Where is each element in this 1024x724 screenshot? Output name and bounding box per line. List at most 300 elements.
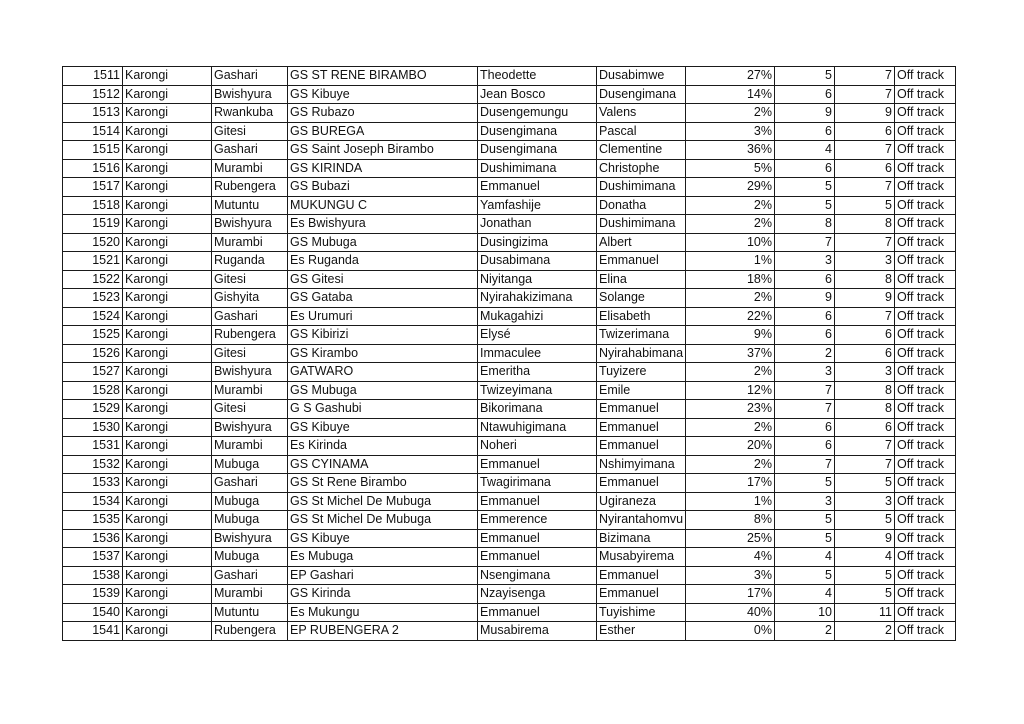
table-row [63,455,956,474]
sector-cell: Gashari [212,307,288,326]
score-a-cell: 9 [775,104,835,123]
last-name-cell: Ugiraneza [597,492,686,511]
score-b-cell: 6 [835,418,895,437]
status-cell: Off track [895,622,956,641]
status-cell: Off track [895,215,956,234]
district-cell: Karongi [123,622,212,641]
score-b-cell: 7 [835,67,895,86]
percent-cell: 36% [686,141,775,160]
table-row [63,363,956,382]
first-name-cell: Dusengimana [478,122,597,141]
score-b-cell: 8 [835,270,895,289]
last-name-cell: Tuyizere [597,363,686,382]
first-name-cell: Theodette [478,67,597,86]
percent-cell: 2% [686,455,775,474]
first-name-cell: Jonathan [478,215,597,234]
table-row [63,622,956,641]
percent-cell: 2% [686,104,775,123]
status-cell: Off track [895,566,956,585]
status-cell: Off track [895,326,956,345]
school-cell: MUKUNGU C [288,196,478,215]
row-id-cell: 1524 [63,307,123,326]
status-cell: Off track [895,381,956,400]
school-cell: GS Kirinda [288,585,478,604]
sector-cell: Mutuntu [212,603,288,622]
percent-cell: 2% [686,418,775,437]
row-id-cell: 1528 [63,381,123,400]
score-b-cell: 7 [835,233,895,252]
percent-cell: 37% [686,344,775,363]
score-a-cell: 4 [775,585,835,604]
sector-cell: Murambi [212,437,288,456]
district-cell: Karongi [123,548,212,567]
row-id-cell: 1540 [63,603,123,622]
table-row [63,492,956,511]
school-cell: GS St Rene Birambo [288,474,478,493]
sector-cell: Mubuga [212,492,288,511]
district-cell: Karongi [123,326,212,345]
district-cell: Karongi [123,215,212,234]
table-row [63,548,956,567]
last-name-cell: Valens [597,104,686,123]
first-name-cell: Dushimimana [478,159,597,178]
table-row [63,159,956,178]
score-a-cell: 6 [775,326,835,345]
score-b-cell: 4 [835,548,895,567]
score-a-cell: 3 [775,363,835,382]
percent-cell: 3% [686,566,775,585]
row-id-cell: 1518 [63,196,123,215]
first-name-cell: Musabirema [478,622,597,641]
sector-cell: Bwishyura [212,418,288,437]
school-cell: EP Gashari [288,566,478,585]
score-b-cell: 11 [835,603,895,622]
percent-cell: 14% [686,85,775,104]
row-id-cell: 1517 [63,178,123,197]
percent-cell: 3% [686,122,775,141]
last-name-cell: Nyirahabimana [597,344,686,363]
score-b-cell: 8 [835,215,895,234]
row-id-cell: 1541 [63,622,123,641]
row-id-cell: 1530 [63,418,123,437]
last-name-cell: Esther [597,622,686,641]
last-name-cell: Emmanuel [597,400,686,419]
school-cell: GS Kibuye [288,529,478,548]
sector-cell: Mubuga [212,455,288,474]
row-id-cell: 1539 [63,585,123,604]
last-name-cell: Solange [597,289,686,308]
score-a-cell: 5 [775,511,835,530]
sector-cell: Rubengera [212,326,288,345]
score-a-cell: 5 [775,474,835,493]
score-a-cell: 8 [775,215,835,234]
status-cell: Off track [895,67,956,86]
score-b-cell: 5 [835,474,895,493]
row-id-cell: 1520 [63,233,123,252]
status-cell: Off track [895,307,956,326]
district-cell: Karongi [123,67,212,86]
sector-cell: Gitesi [212,122,288,141]
district-cell: Karongi [123,492,212,511]
school-cell: GATWARO [288,363,478,382]
first-name-cell: Emmerence [478,511,597,530]
table-row [63,104,956,123]
percent-cell: 1% [686,252,775,271]
sector-cell: Ruganda [212,252,288,271]
status-cell: Off track [895,233,956,252]
score-a-cell: 5 [775,529,835,548]
score-b-cell: 7 [835,178,895,197]
table-row [63,400,956,419]
score-a-cell: 2 [775,622,835,641]
percent-cell: 20% [686,437,775,456]
table-row [63,381,956,400]
percent-cell: 2% [686,363,775,382]
score-a-cell: 6 [775,159,835,178]
last-name-cell: Dushimimana [597,215,686,234]
district-cell: Karongi [123,307,212,326]
score-a-cell: 3 [775,252,835,271]
percent-cell: 0% [686,622,775,641]
score-a-cell: 6 [775,122,835,141]
table-row [63,585,956,604]
school-cell: Es Bwishyura [288,215,478,234]
sector-cell: Gashari [212,566,288,585]
percent-cell: 5% [686,159,775,178]
last-name-cell: Musabyirema [597,548,686,567]
table-row [63,252,956,271]
sector-cell: Bwishyura [212,529,288,548]
score-a-cell: 7 [775,381,835,400]
percent-cell: 22% [686,307,775,326]
row-id-cell: 1532 [63,455,123,474]
score-b-cell: 9 [835,529,895,548]
first-name-cell: Twizeyimana [478,381,597,400]
status-cell: Off track [895,529,956,548]
status-cell: Off track [895,585,956,604]
score-b-cell: 8 [835,381,895,400]
score-a-cell: 5 [775,178,835,197]
score-a-cell: 5 [775,566,835,585]
sector-cell: Gishyita [212,289,288,308]
percent-cell: 8% [686,511,775,530]
status-cell: Off track [895,474,956,493]
last-name-cell: Emmanuel [597,474,686,493]
percent-cell: 17% [686,585,775,604]
first-name-cell: Noheri [478,437,597,456]
percent-cell: 2% [686,289,775,308]
last-name-cell: Pascal [597,122,686,141]
score-a-cell: 7 [775,400,835,419]
score-b-cell: 9 [835,289,895,308]
status-cell: Off track [895,363,956,382]
percent-cell: 25% [686,529,775,548]
last-name-cell: Emile [597,381,686,400]
first-name-cell: Immaculee [478,344,597,363]
first-name-cell: Emmanuel [478,603,597,622]
first-name-cell: Dusabimana [478,252,597,271]
percent-cell: 27% [686,67,775,86]
district-cell: Karongi [123,270,212,289]
table-row [63,603,956,622]
district-cell: Karongi [123,363,212,382]
row-id-cell: 1526 [63,344,123,363]
sector-cell: Gashari [212,141,288,160]
table-row [63,437,956,456]
last-name-cell: Albert [597,233,686,252]
table-row [63,289,956,308]
score-a-cell: 9 [775,289,835,308]
school-cell: Es Urumuri [288,307,478,326]
table-row [63,141,956,160]
score-a-cell: 6 [775,437,835,456]
score-b-cell: 7 [835,307,895,326]
last-name-cell: Dusabimwe [597,67,686,86]
score-b-cell: 6 [835,122,895,141]
row-id-cell: 1513 [63,104,123,123]
last-name-cell: Emmanuel [597,585,686,604]
school-cell: Es Mubuga [288,548,478,567]
row-id-cell: 1523 [63,289,123,308]
score-b-cell: 7 [835,141,895,160]
table-row [63,196,956,215]
first-name-cell: Emmanuel [478,178,597,197]
school-cell: GS KIRINDA [288,159,478,178]
score-b-cell: 3 [835,492,895,511]
row-id-cell: 1525 [63,326,123,345]
row-id-cell: 1534 [63,492,123,511]
first-name-cell: Nzayisenga [478,585,597,604]
last-name-cell: Twizerimana [597,326,686,345]
score-a-cell: 4 [775,141,835,160]
first-name-cell: Jean Bosco [478,85,597,104]
data-table [62,66,956,641]
first-name-cell: Elysé [478,326,597,345]
school-cell: EP RUBENGERA 2 [288,622,478,641]
status-cell: Off track [895,418,956,437]
table-row [63,474,956,493]
row-id-cell: 1519 [63,215,123,234]
district-cell: Karongi [123,437,212,456]
first-name-cell: Emmanuel [478,548,597,567]
score-b-cell: 5 [835,196,895,215]
school-cell: GS St Michel De Mubuga [288,492,478,511]
row-id-cell: 1511 [63,67,123,86]
row-id-cell: 1514 [63,122,123,141]
status-cell: Off track [895,196,956,215]
first-name-cell: Yamfashije [478,196,597,215]
row-id-cell: 1536 [63,529,123,548]
score-a-cell: 2 [775,344,835,363]
percent-cell: 40% [686,603,775,622]
last-name-cell: Emmanuel [597,252,686,271]
last-name-cell: Tuyishime [597,603,686,622]
first-name-cell: Nsengimana [478,566,597,585]
row-id-cell: 1515 [63,141,123,160]
table-row [63,511,956,530]
district-cell: Karongi [123,418,212,437]
status-cell: Off track [895,104,956,123]
score-b-cell: 3 [835,252,895,271]
score-b-cell: 2 [835,622,895,641]
sector-cell: Gitesi [212,400,288,419]
percent-cell: 1% [686,492,775,511]
table-row [63,344,956,363]
school-cell: Es Mukungu [288,603,478,622]
score-a-cell: 6 [775,85,835,104]
sector-cell: Gashari [212,67,288,86]
score-b-cell: 6 [835,344,895,363]
district-cell: Karongi [123,85,212,104]
table-row [63,418,956,437]
district-cell: Karongi [123,104,212,123]
school-cell: GS Kibuye [288,418,478,437]
row-id-cell: 1538 [63,566,123,585]
score-b-cell: 7 [835,85,895,104]
score-a-cell: 10 [775,603,835,622]
table-row [63,122,956,141]
district-cell: Karongi [123,585,212,604]
percent-cell: 9% [686,326,775,345]
district-cell: Karongi [123,122,212,141]
table-row [63,326,956,345]
status-cell: Off track [895,344,956,363]
row-id-cell: 1535 [63,511,123,530]
school-cell: GS Gitesi [288,270,478,289]
row-id-cell: 1537 [63,548,123,567]
district-cell: Karongi [123,511,212,530]
district-cell: Karongi [123,159,212,178]
sector-cell: Mubuga [212,511,288,530]
percent-cell: 23% [686,400,775,419]
status-cell: Off track [895,141,956,160]
row-id-cell: 1533 [63,474,123,493]
first-name-cell: Bikorimana [478,400,597,419]
status-cell: Off track [895,159,956,178]
district-cell: Karongi [123,400,212,419]
sector-cell: Murambi [212,159,288,178]
score-a-cell: 3 [775,492,835,511]
row-id-cell: 1529 [63,400,123,419]
school-cell: GS Saint Joseph Birambo [288,141,478,160]
last-name-cell: Christophe [597,159,686,178]
percent-cell: 4% [686,548,775,567]
sector-cell: Murambi [212,381,288,400]
sector-cell: Mubuga [212,548,288,567]
district-cell: Karongi [123,344,212,363]
status-cell: Off track [895,511,956,530]
percent-cell: 2% [686,215,775,234]
school-cell: GS Rubazo [288,104,478,123]
table-row [63,178,956,197]
school-cell: GS CYINAMA [288,455,478,474]
score-a-cell: 7 [775,455,835,474]
district-cell: Karongi [123,289,212,308]
last-name-cell: Dusengimana [597,85,686,104]
sector-cell: Bwishyura [212,363,288,382]
status-cell: Off track [895,437,956,456]
percent-cell: 2% [686,196,775,215]
status-cell: Off track [895,455,956,474]
row-id-cell: 1527 [63,363,123,382]
last-name-cell: Donatha [597,196,686,215]
district-cell: Karongi [123,381,212,400]
score-b-cell: 5 [835,566,895,585]
table-row [63,85,956,104]
district-cell: Karongi [123,603,212,622]
sector-cell: Bwishyura [212,85,288,104]
status-cell: Off track [895,122,956,141]
score-b-cell: 7 [835,437,895,456]
score-b-cell: 7 [835,455,895,474]
sector-cell: Mutuntu [212,196,288,215]
score-b-cell: 6 [835,159,895,178]
percent-cell: 18% [686,270,775,289]
first-name-cell: Emmanuel [478,492,597,511]
status-cell: Off track [895,252,956,271]
first-name-cell: Ntawuhigimana [478,418,597,437]
status-cell: Off track [895,548,956,567]
status-cell: Off track [895,270,956,289]
district-cell: Karongi [123,178,212,197]
sector-cell: Gitesi [212,270,288,289]
table-body [63,67,956,641]
table-row [63,270,956,289]
school-cell: GS Bubazi [288,178,478,197]
row-id-cell: 1521 [63,252,123,271]
sector-cell: Bwishyura [212,215,288,234]
sector-cell: Rubengera [212,622,288,641]
percent-cell: 12% [686,381,775,400]
score-b-cell: 8 [835,400,895,419]
first-name-cell: Nyirahakizimana [478,289,597,308]
score-a-cell: 5 [775,67,835,86]
table-row [63,529,956,548]
table-row [63,215,956,234]
last-name-cell: Emmanuel [597,437,686,456]
district-cell: Karongi [123,529,212,548]
school-cell: GS Mubuga [288,381,478,400]
score-b-cell: 3 [835,363,895,382]
row-id-cell: 1531 [63,437,123,456]
last-name-cell: Elisabeth [597,307,686,326]
school-cell: GS Kirambo [288,344,478,363]
first-name-cell: Dusingizima [478,233,597,252]
school-cell: GS St Michel De Mubuga [288,511,478,530]
status-cell: Off track [895,603,956,622]
sector-cell: Murambi [212,585,288,604]
table-row [63,233,956,252]
school-cell: G S Gashubi [288,400,478,419]
score-b-cell: 6 [835,326,895,345]
first-name-cell: Emeritha [478,363,597,382]
last-name-cell: Nshimyimana [597,455,686,474]
first-name-cell: Niyitanga [478,270,597,289]
score-a-cell: 4 [775,548,835,567]
first-name-cell: Emmanuel [478,529,597,548]
district-cell: Karongi [123,196,212,215]
score-b-cell: 5 [835,511,895,530]
row-id-cell: 1522 [63,270,123,289]
last-name-cell: Dushimimana [597,178,686,197]
last-name-cell: Elina [597,270,686,289]
percent-cell: 17% [686,474,775,493]
sector-cell: Gashari [212,474,288,493]
school-cell: Es Ruganda [288,252,478,271]
school-cell: GS Gataba [288,289,478,308]
score-b-cell: 9 [835,104,895,123]
first-name-cell: Dusengemungu [478,104,597,123]
